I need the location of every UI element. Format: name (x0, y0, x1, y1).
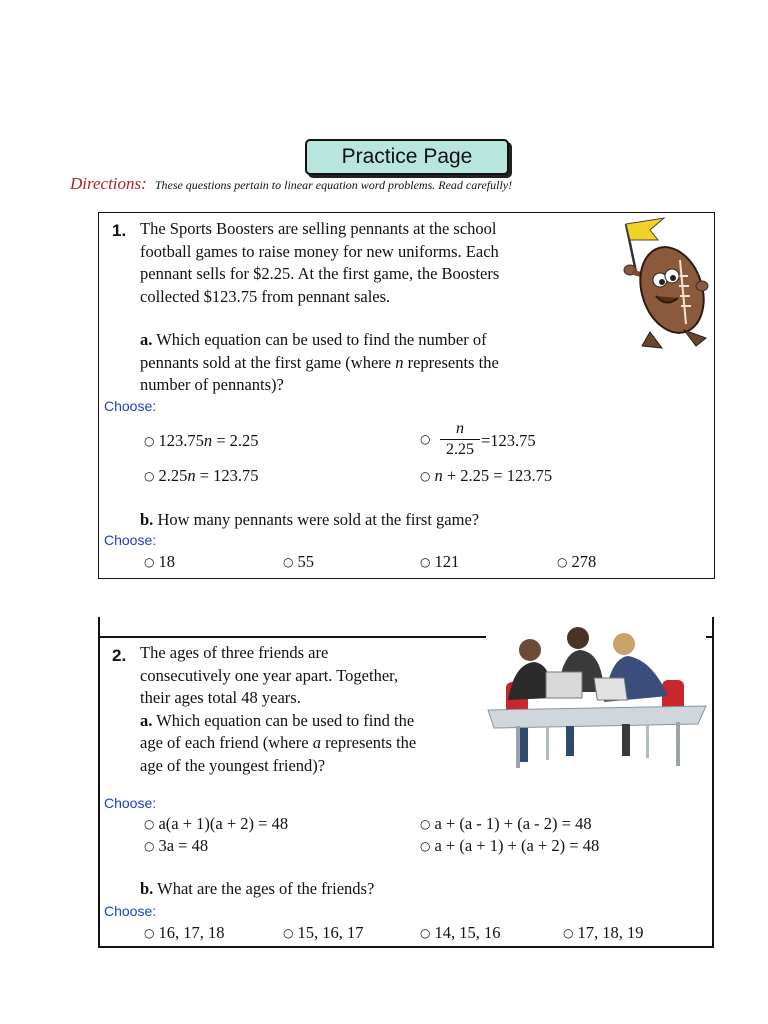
variable-a: a (312, 733, 321, 752)
radio-icon[interactable]: ○ (144, 839, 155, 853)
part-b-label: b. (140, 879, 154, 898)
option-text: 121 (434, 552, 460, 571)
q2b-option-1[interactable] (144, 923, 224, 943)
option-text: 17, 18, 19 (577, 923, 644, 942)
radio-icon[interactable]: ○ (420, 469, 431, 483)
q1a-option-3[interactable] (144, 466, 259, 486)
part-a-label: a. (140, 330, 153, 349)
question-2-line: their ages total 48 years. (140, 688, 301, 707)
question-2-border-right (712, 617, 714, 948)
q2a-option-1[interactable] (144, 814, 288, 834)
option-variable: n (434, 466, 443, 485)
option-text: 16, 17, 18 (158, 923, 225, 942)
question-1a-line: represents the (403, 352, 499, 372)
option-text: 2.25 (158, 466, 188, 485)
football-mascot-icon (606, 216, 710, 356)
option-text: 123.75 (158, 431, 204, 450)
part-a-label: a. (140, 710, 153, 730)
option-text: 55 (297, 552, 314, 571)
variable-n: n (395, 352, 404, 372)
option-text: a + (a + 1) + (a + 2) = 48 (434, 836, 600, 855)
question-2-text (140, 642, 416, 777)
question-2-line: consecutively one year apart. Together, (140, 665, 399, 685)
choose-label: Choose: (104, 795, 157, 811)
question-2a-line: age of each friend (where (140, 733, 313, 752)
part-b-label: b. (140, 510, 154, 529)
question-1a-line: pennants sold at the first game (where (140, 352, 396, 372)
question-2b-text (140, 878, 374, 901)
question-1-line: pennant sells for $2.25. At the first game, the Boosters (140, 264, 500, 283)
radio-icon[interactable]: ○ (420, 817, 431, 831)
radio-icon[interactable]: ○ (283, 926, 294, 940)
option-text: 14, 15, 16 (434, 923, 501, 942)
question-2-border-bottom (98, 946, 713, 948)
q2a-option-4[interactable] (420, 836, 599, 856)
question-1-line: The Sports Boosters are selling pennants at the school (140, 219, 497, 238)
question-1-line: collected $123.75 from pennant sales. (140, 286, 391, 306)
radio-icon[interactable]: ○ (563, 926, 574, 940)
q1b-option-4[interactable] (557, 552, 596, 572)
q2b-option-4[interactable] (563, 923, 643, 943)
question-1-line: football games to raise money for new uniforms. Each (140, 241, 499, 261)
radio-icon[interactable]: ○ (283, 555, 294, 569)
question-2-number: 2. (112, 646, 127, 665)
option-text: 278 (571, 552, 597, 571)
q1b-option-1[interactable] (144, 552, 175, 572)
radio-icon[interactable]: ○ (144, 434, 155, 448)
radio-icon[interactable]: ○ (144, 555, 155, 569)
option-text: = 2.25 (212, 431, 259, 450)
question-2a-line: Which equation can be used to find the (156, 710, 415, 730)
fraction-numerator: n (456, 420, 464, 437)
q1a-option-1[interactable] (144, 431, 259, 451)
radio-icon[interactable]: ○ (420, 926, 431, 940)
question-1-text (140, 218, 499, 308)
q1b-option-3[interactable] (420, 552, 459, 572)
question-1a-line: Which equation can be used to find the number of (156, 330, 487, 349)
page-title: Practice Page (305, 139, 509, 175)
radio-icon[interactable]: ○ (144, 817, 155, 831)
question-2-border-left (98, 617, 100, 948)
directions-label: Directions: (70, 174, 147, 193)
q1b-option-2[interactable] (283, 552, 314, 572)
option-variable: n (187, 466, 196, 485)
q2a-option-2[interactable] (420, 814, 592, 834)
directions (70, 174, 512, 194)
question-1b-line: How many pennants were sold at the first game? (157, 510, 480, 529)
radio-icon[interactable]: ○ (144, 926, 155, 940)
option-text: a + (a - 1) + (a - 2) = 48 (434, 814, 592, 833)
directions-text: These questions pertain to linear equation word problems. Read carefully! (154, 178, 513, 192)
question-2-line: The ages of three friends are (140, 643, 329, 662)
fraction-rhs: =123.75 (481, 431, 536, 450)
option-text: a(a + 1)(a + 2) = 48 (158, 814, 289, 833)
option-text: + 2.25 = 123.75 (442, 466, 553, 485)
choose-label: Choose: (104, 903, 157, 919)
option-text: = 123.75 (195, 466, 259, 485)
q2b-option-3[interactable] (420, 923, 500, 943)
q2a-option-3[interactable] (144, 836, 208, 856)
question-1a-line: number of pennants)? (140, 375, 284, 394)
choose-label: Choose: (104, 398, 157, 414)
radio-icon[interactable]: ○ (557, 555, 568, 569)
q1a-option-4[interactable] (420, 466, 552, 486)
radio-icon[interactable]: ○ (420, 555, 431, 569)
question-2a-line: age of the youngest friend)? (140, 755, 326, 775)
question-1a-text (140, 329, 499, 397)
radio-icon[interactable]: ○ (144, 469, 155, 483)
question-2b-line: What are the ages of the friends? (157, 879, 375, 898)
fraction-bar (440, 439, 480, 440)
friends-at-laptops-icon (486, 620, 708, 772)
question-1-number: 1. (112, 221, 127, 240)
fraction-denominator: 2.25 (446, 441, 474, 458)
q2b-option-2[interactable] (283, 923, 363, 943)
q1a-option-2[interactable] (420, 429, 434, 449)
question-2a-line: represents the (320, 733, 417, 752)
radio-icon[interactable]: ○ (420, 839, 431, 853)
question-1b-text (140, 509, 479, 532)
option-text: 15, 16, 17 (297, 923, 364, 942)
choose-label: Choose: (104, 532, 157, 548)
radio-icon[interactable]: ○ (420, 432, 431, 446)
question-2-border-top (98, 636, 486, 638)
option-text: 3a = 48 (158, 836, 209, 855)
option-text: 18 (158, 552, 175, 571)
option-variable: n (203, 431, 213, 450)
fraction-n-over-2.25 (440, 420, 480, 459)
